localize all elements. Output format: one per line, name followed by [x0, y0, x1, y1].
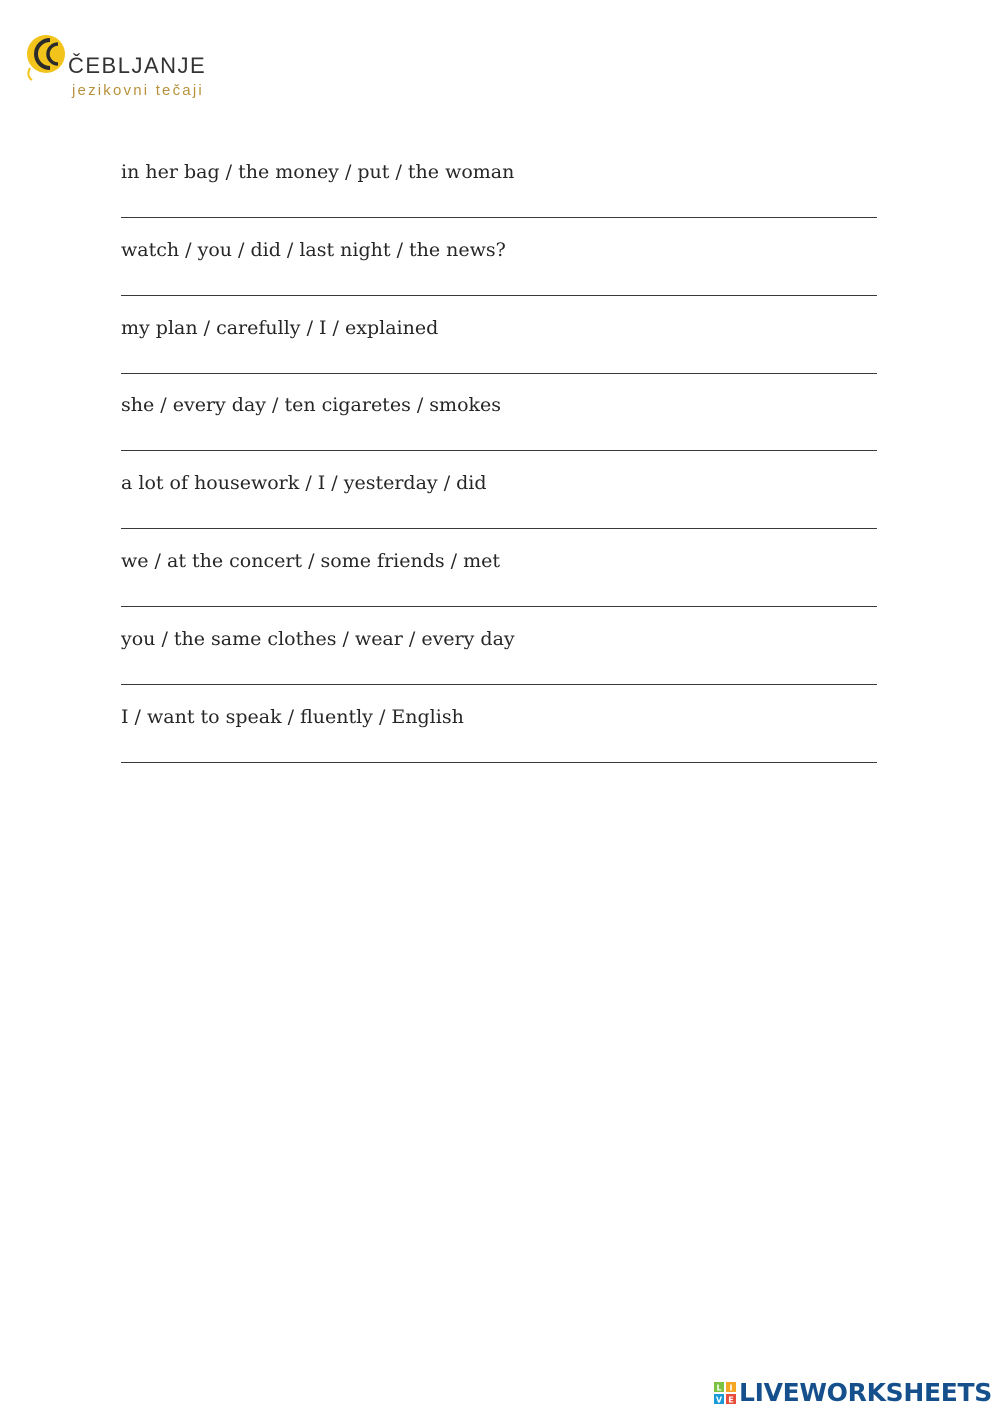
exercise-prompt: a lot of housework / I / yesterday / did: [121, 472, 487, 495]
answer-input[interactable]: [121, 583, 877, 607]
exercise-item: [121, 547, 877, 625]
answer-input[interactable]: [121, 350, 877, 374]
svg-text:L: L: [716, 1383, 722, 1393]
exercise-prompt: my plan / carefully / I / explained: [121, 316, 439, 339]
exercise-item: [121, 314, 877, 392]
word-order-exercise: [121, 158, 877, 780]
answer-line: [121, 762, 877, 763]
logo-subtitle: jezikovni tečaji: [72, 82, 204, 99]
exercise-prompt: she / every day / ten cigaretes / smokes: [121, 394, 502, 417]
answer-input[interactable]: [121, 194, 877, 218]
bee-logo-icon: [22, 32, 70, 82]
svg-text:V: V: [715, 1395, 723, 1405]
answer-line: [121, 373, 877, 374]
company-logo: [22, 32, 242, 104]
exercise-item: [121, 158, 877, 236]
exercise-item: [121, 391, 877, 469]
liveworksheets-logo-icon: [713, 1381, 737, 1405]
exercise-item: [121, 625, 877, 703]
exercise-item: [121, 469, 877, 547]
answer-input[interactable]: [121, 272, 877, 296]
svg-text:E: E: [728, 1395, 734, 1405]
exercise-item: [121, 703, 877, 781]
exercise-prompt: in her bag / the money / put / the woman: [121, 161, 515, 183]
liveworksheets-brand: [713, 1379, 992, 1407]
answer-input[interactable]: [121, 661, 877, 685]
answer-line: [121, 606, 877, 607]
exercise-prompt: I / want to speak / fluently / English: [121, 705, 464, 728]
answer-line: [121, 450, 877, 451]
exercise-prompt: you / the same clothes / wear / every day: [121, 627, 515, 650]
logo-title: ČEBLJANJE: [68, 53, 207, 78]
brand-name: LIVEWORKSHEETS: [738, 1378, 992, 1407]
answer-line: [121, 217, 877, 218]
exercise-item: [121, 236, 877, 314]
answer-input[interactable]: [121, 427, 877, 451]
answer-line: [121, 528, 877, 529]
exercise-prompt: we / at the concert / some friends / met: [121, 549, 500, 572]
answer-input[interactable]: [121, 505, 877, 529]
answer-line: [121, 295, 877, 296]
answer-line: [121, 684, 877, 685]
answer-input[interactable]: [121, 739, 877, 763]
svg-text:I: I: [729, 1383, 733, 1393]
exercise-prompt: watch / you / did / last night / the news?: [121, 238, 506, 261]
